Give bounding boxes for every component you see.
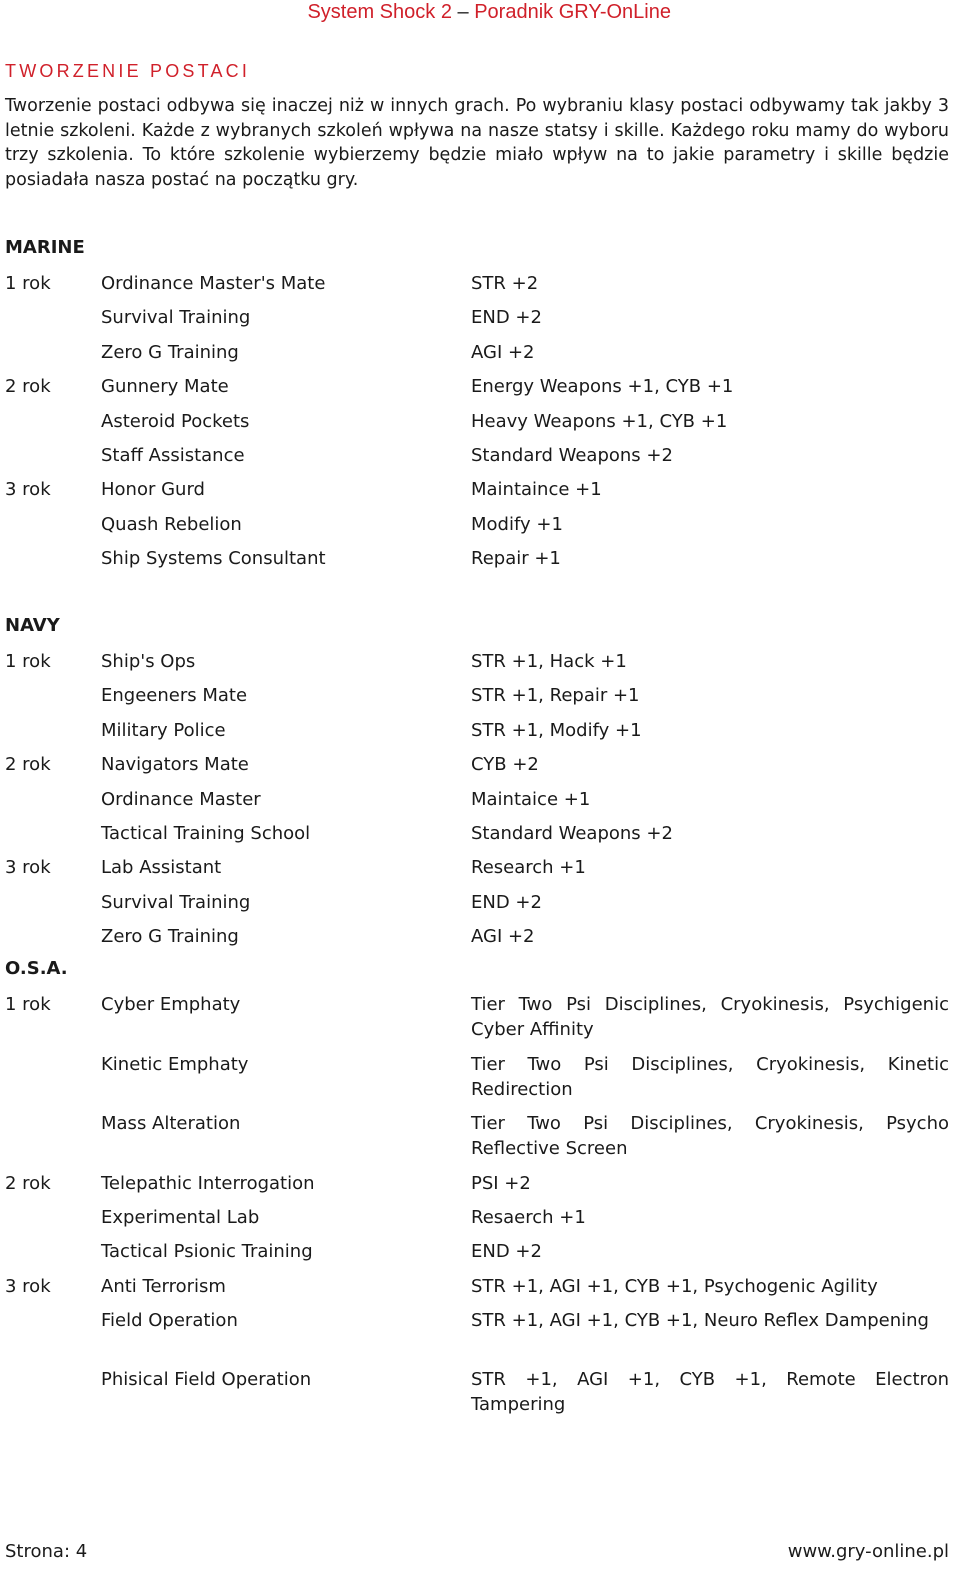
training-effect: Maintaice +1 — [471, 789, 591, 810]
training-effect: STR +1, Repair +1 — [471, 685, 640, 706]
page-header — [0, 0, 960, 26]
header-game-title: System Shock 2 — [307, 1, 452, 23]
training-name: Phisical Field Operation — [101, 1369, 312, 1390]
training-effect: Research +1 — [471, 857, 586, 878]
training-effect: Tier Two Psi Disciplines, Cryokinesis, Psychigenic Cyber Affinity — [471, 994, 949, 1040]
training-name: Ordinance Master's Mate — [101, 273, 326, 294]
training-name: Ship Systems Consultant — [101, 548, 326, 569]
training-effect: AGI +2 — [471, 342, 535, 363]
year-label: 2 rok — [5, 376, 51, 397]
training-effect: Maintaince +1 — [471, 479, 602, 500]
intro-paragraph: Tworzenie postaci odbywa się inaczej niż w innych grach. Po wybraniu klasy postaci odbywamy tak jakby 3 letnie szkoleni. Każde z wybranych szkoleń wpływa na nasze statsy i skille. Każdego roku mamy do wyboru trzy szkolenia. To które szkolenie wybierzemy będzie miało wpływ na to jakie parametry i skille będzie posiadała nasza postać na początku gry. — [5, 96, 949, 190]
year-label: 1 rok — [5, 651, 51, 672]
year-label: 3 rok — [5, 1276, 51, 1297]
training-effect: Repair +1 — [471, 548, 561, 569]
training-effect: PSI +2 — [471, 1173, 531, 1194]
training-name: Mass Alteration — [101, 1113, 241, 1134]
training-effect: STR +1, Hack +1 — [471, 651, 627, 672]
training-name: Tactical Training School — [101, 823, 311, 844]
training-name: Kinetic Emphaty — [101, 1054, 249, 1075]
training-effect: Modify +1 — [471, 514, 563, 535]
training-name: Ordinance Master — [101, 789, 261, 810]
year-label: 3 rok — [5, 479, 51, 500]
year-label: 2 rok — [5, 754, 51, 775]
training-effect: Tier Two Psi Disciplines, Cryokinesis, Kinetic Redirection — [471, 1054, 949, 1100]
osa-title: O.S.A. — [5, 958, 68, 979]
training-effect: END +2 — [471, 1241, 542, 1262]
training-name: Quash Rebelion — [101, 514, 242, 535]
training-effect: STR +1, AGI +1, CYB +1, Remote Electron Tampering — [471, 1369, 949, 1415]
training-name: Staff Assistance — [101, 445, 245, 466]
training-name: Field Operation — [101, 1310, 238, 1331]
training-effect: Tier Two Psi Disciplines, Cryokinesis, Psycho Reflective Screen — [471, 1113, 949, 1159]
training-effect: Standard Weapons +2 — [471, 823, 673, 844]
training-effect: END +2 — [471, 307, 542, 328]
year-label: 1 rok — [5, 994, 51, 1015]
training-effect: Resaerch +1 — [471, 1207, 586, 1228]
training-name: Tactical Psionic Training — [101, 1241, 313, 1262]
website-link[interactable]: www.gry-online.pl — [787, 1541, 949, 1562]
training-name: Experimental Lab — [101, 1207, 260, 1228]
training-name: Anti Terrorism — [101, 1276, 226, 1297]
training-name: Survival Training — [101, 307, 251, 328]
training-effect: Standard Weapons +2 — [471, 445, 673, 466]
training-name: Engeeners Mate — [101, 685, 248, 706]
training-name: Navigators Mate — [101, 754, 249, 775]
marine-title: MARINE — [5, 237, 85, 258]
year-label: 3 rok — [5, 857, 51, 878]
training-name: Zero G Training — [101, 342, 239, 363]
training-name: Survival Training — [101, 892, 251, 913]
year-label: 1 rok — [5, 273, 51, 294]
page-number: Strona: 4 — [5, 1541, 88, 1562]
training-effect: END +2 — [471, 892, 542, 913]
training-name: Telepathic Interrogation — [101, 1173, 315, 1194]
training-effect: STR +1, Modify +1 — [471, 720, 642, 741]
training-name: Honor Gurd — [101, 479, 205, 500]
training-effect: STR +1, AGI +1, CYB +1, Psychogenic Agility — [471, 1276, 878, 1297]
training-effect: Energy Weapons +1, CYB +1 — [471, 376, 734, 397]
training-name: Cyber Emphaty — [101, 994, 241, 1015]
training-effect: STR +2 — [471, 273, 539, 294]
training-name: Lab Assistant — [101, 857, 222, 878]
training-name: Ship's Ops — [101, 651, 196, 672]
training-effect: AGI +2 — [471, 926, 535, 947]
navy-title: NAVY — [5, 615, 60, 636]
training-effect: STR +1, AGI +1, CYB +1, Neuro Reflex Dampening — [471, 1310, 929, 1331]
training-effect: Heavy Weapons +1, CYB +1 — [471, 411, 728, 432]
section-heading: TWORZENIE POSTACI — [5, 61, 251, 81]
training-name: Gunnery Mate — [101, 376, 229, 397]
header-publication: Poradnik GRY-OnLine — [474, 1, 671, 23]
training-name: Asteroid Pockets — [101, 411, 250, 432]
training-name: Military Police — [101, 720, 226, 741]
year-label: 2 rok — [5, 1173, 51, 1194]
header-dash: – — [457, 1, 469, 23]
training-effect: CYB +2 — [471, 754, 539, 775]
training-name: Zero G Training — [101, 926, 239, 947]
